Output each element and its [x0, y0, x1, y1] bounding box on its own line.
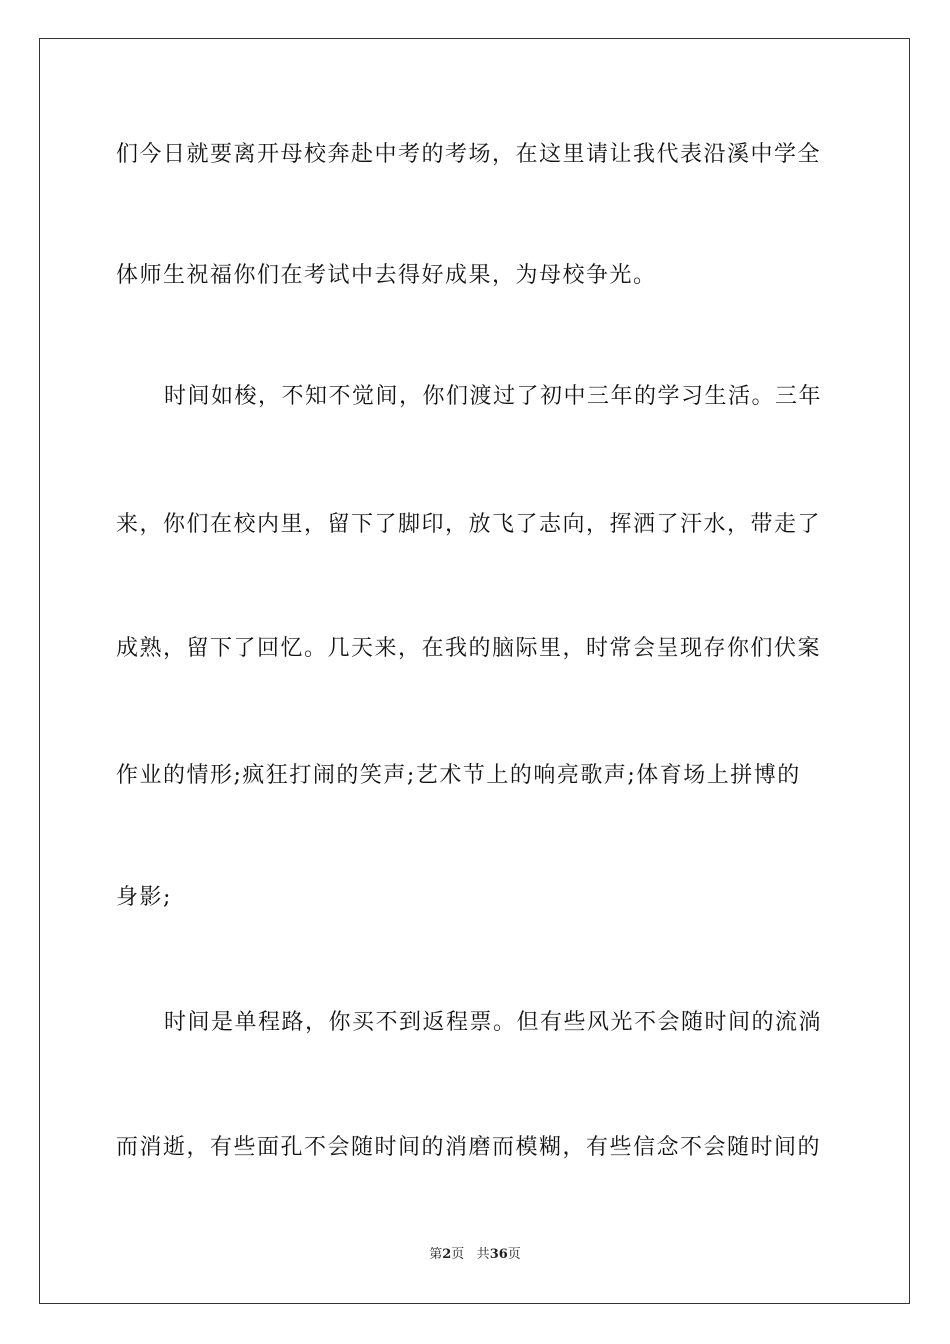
body-line-1: 们今日就要离开母校奔赴中考的考场，在这里请让我代表沿溪中学全 [116, 142, 822, 167]
page-number: 2 [442, 1247, 452, 1262]
body-line-3: 时间如梭，不知不觉间，你们渡过了初中三年的学习生活。三年 [164, 384, 823, 409]
page-prefix: 第 [429, 1247, 443, 1262]
page-border [39, 38, 910, 1304]
body-line-8: 时间是单程路，你买不到返程票。但有些风光不会随时间的流淌 [164, 1010, 823, 1035]
body-line-5: 成熟，留下了回忆。几天来，在我的脑际里，时常会呈现存你们伏案 [116, 636, 822, 661]
body-line-7: 身影; [116, 885, 172, 910]
body-line-4: 来，你们在校内里，留下了脚印，放飞了志向，挥洒了汗水，带走了 [116, 512, 822, 537]
body-line-6: 作业的情形;疯狂打闹的笑声;艺术节上的响亮歌声;体育场上拼博的 [116, 763, 801, 788]
total-prefix: 共 [476, 1247, 490, 1262]
total-suffix: 页 [507, 1247, 521, 1262]
body-line-2: 体师生祝福你们在考试中去得好成果，为母校争光。 [116, 263, 657, 288]
total-pages: 36 [489, 1247, 508, 1262]
page-suffix: 页 [451, 1247, 465, 1262]
page-footer [0, 1246, 950, 1264]
body-line-9: 而消逝，有些面孔不会随时间的消磨而模糊，有些信念不会随时间的 [116, 1135, 822, 1160]
